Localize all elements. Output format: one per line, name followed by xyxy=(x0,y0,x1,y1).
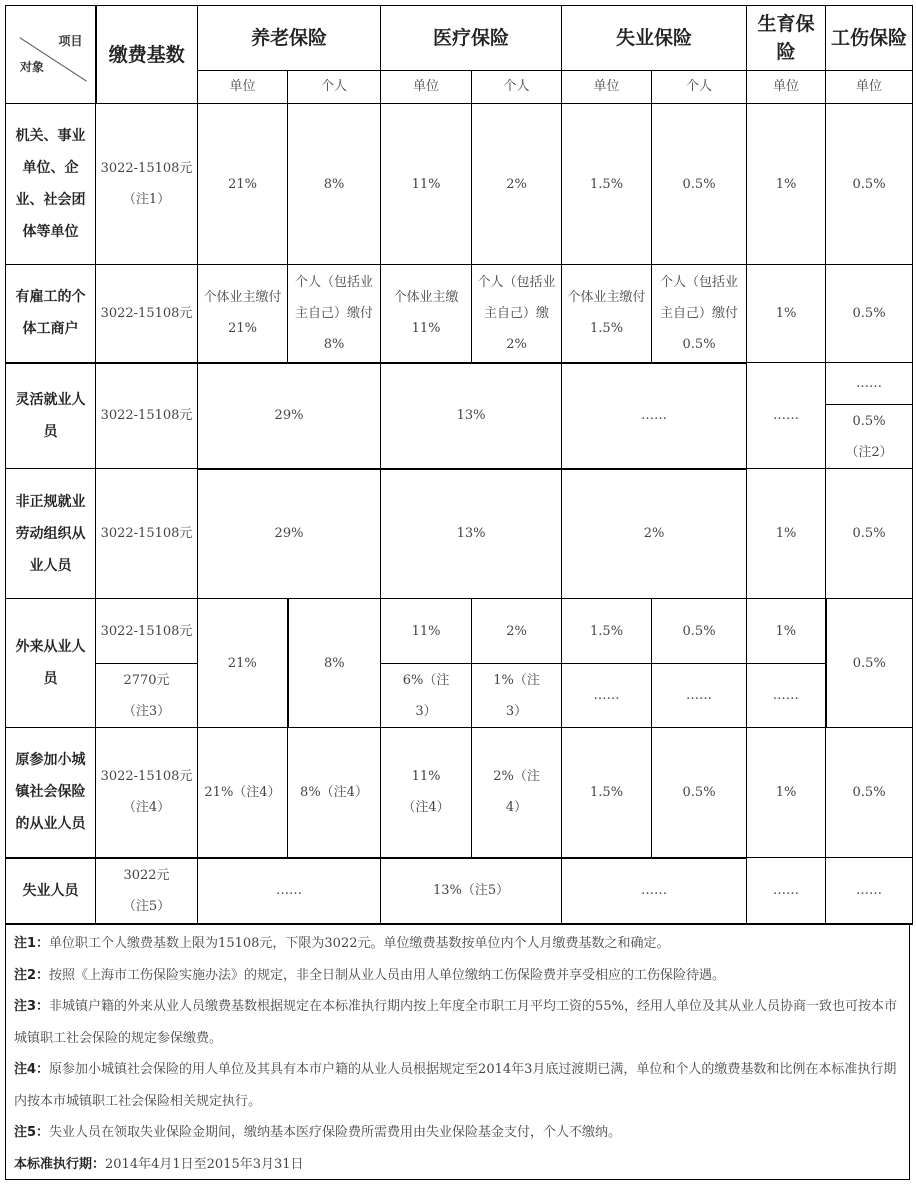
medical-unit: 11% xyxy=(381,104,472,265)
diag-label-object: 对象 xyxy=(20,60,45,74)
note-5 xyxy=(14,1117,901,1149)
table-row xyxy=(6,728,913,858)
unemployment-combined: …… xyxy=(562,858,747,924)
medical-personal: 个人（包括业主自己）缴2% xyxy=(472,265,562,363)
unemployment-personal: 0.5% xyxy=(652,104,747,265)
pension-unit: 21% xyxy=(198,599,288,728)
header-medical: 医疗保险 xyxy=(381,6,562,71)
maternity-unit: 1% xyxy=(747,728,826,858)
maternity-unit: 1% xyxy=(747,104,826,265)
pension-unit: 21% xyxy=(198,104,288,265)
pension-personal: 8% xyxy=(288,104,381,265)
table-row xyxy=(6,265,913,363)
diagonal-line-icon xyxy=(6,6,95,103)
maternity-unit: …… xyxy=(747,858,826,924)
header-diagonal-cell xyxy=(6,6,96,104)
notes-section xyxy=(5,924,910,1180)
subheader-personal: 个人 xyxy=(288,71,381,104)
medical-personal: 2% xyxy=(472,104,562,265)
row-object: 机关、事业单位、企业、社会团体等单位 xyxy=(6,104,96,265)
row-object: 外来从业人员 xyxy=(6,599,96,728)
medical-unit-a: 11% xyxy=(381,599,472,664)
subheader-unit: 单位 xyxy=(747,71,826,104)
header-maternity: 生育保险 xyxy=(747,6,826,71)
row-object: 失业人员 xyxy=(6,858,96,924)
row-base-b: 2770元（注3） xyxy=(96,664,198,728)
unemployment-personal-a: 0.5% xyxy=(652,599,747,664)
row-base: 3022-15108元 xyxy=(96,265,198,363)
subheader-personal: 个人 xyxy=(652,71,747,104)
pension-personal: 8% xyxy=(288,599,381,728)
unemployment-combined: 2% xyxy=(562,469,747,599)
injury-unit-bottom: 0.5%（注2） xyxy=(826,405,913,469)
header-injury: 工伤保险 xyxy=(826,6,913,71)
medical-unit: 个体业主缴11% xyxy=(381,265,472,363)
note-4 xyxy=(14,1054,901,1117)
note-text: 非城镇户籍的外来从业人员缴费基数根据规定在本标准执行期内按上年度全市职工月平均工资的55%，经用人单位及其从业人员协商一致也可按本市城镇职工社会保险的规定参保缴费。 xyxy=(14,999,897,1046)
note-text: 原参加小城镇社会保险的用人单位及其具有本市户籍的从业人员根据规定至2014年3月底过渡期已满，单位和个人的缴费基数和比例在本标准执行期内按本市城镇职工社会保险相关规定执行。 xyxy=(14,1062,897,1109)
pension-unit: 21%（注4） xyxy=(198,728,288,858)
subheader-unit: 单位 xyxy=(562,71,652,104)
effective-period xyxy=(14,1149,901,1181)
unemployment-combined: …… xyxy=(562,363,747,469)
maternity-unit: …… xyxy=(747,363,826,469)
unemployment-unit-b: …… xyxy=(562,664,652,728)
medical-unit-b: 6%（注3） xyxy=(381,664,472,728)
medical-personal-a: 2% xyxy=(472,599,562,664)
note-2 xyxy=(14,960,901,992)
injury-unit: 0.5% xyxy=(826,265,913,363)
pension-combined: …… xyxy=(198,858,381,924)
table-row xyxy=(6,104,913,265)
pension-personal: 8%（注4） xyxy=(288,728,381,858)
table-row xyxy=(6,469,913,599)
pension-unit: 个体业主缴付21% xyxy=(198,265,288,363)
medical-combined: 13%（注5） xyxy=(381,858,562,924)
maternity-unit: 1% xyxy=(747,469,826,599)
note-3 xyxy=(14,991,901,1054)
diag-label-item: 项目 xyxy=(58,34,83,48)
medical-personal: 2%（注4） xyxy=(472,728,562,858)
unemployment-personal: 个人（包括业主自己）缴付0.5% xyxy=(652,265,747,363)
header-unemployment: 失业保险 xyxy=(562,6,747,71)
note-label: 注2： xyxy=(14,967,50,983)
injury-unit: 0.5% xyxy=(826,469,913,599)
header-base: 缴费基数 xyxy=(96,6,198,104)
note-text: 按照《上海市工伤保险实施办法》的规定，非全日制从业人员由用人单位缴纳工伤保险费并享受相应的工伤保险待遇。 xyxy=(49,967,726,983)
unemployment-unit: 1.5% xyxy=(562,728,652,858)
medical-personal-b: 1%（注3） xyxy=(472,664,562,728)
row-base: 3022元（注5） xyxy=(96,858,198,924)
pension-combined: 29% xyxy=(198,469,381,599)
note-text: 2014年4月1日至2015年3月31日 xyxy=(105,1156,304,1172)
pension-personal: 个人（包括业主自己）缴付8% xyxy=(288,265,381,363)
note-1 xyxy=(14,928,901,960)
subheader-personal: 个人 xyxy=(472,71,562,104)
injury-unit: 0.5% xyxy=(826,104,913,265)
social-insurance-table xyxy=(5,5,913,925)
header-pension: 养老保险 xyxy=(198,6,381,71)
medical-unit: 11%（注4） xyxy=(381,728,472,858)
unemployment-personal-b: …… xyxy=(652,664,747,728)
subheader-unit: 单位 xyxy=(198,71,288,104)
note-label: 注5： xyxy=(14,1125,50,1140)
maternity-unit: 1% xyxy=(747,265,826,363)
row-base: 3022-15108元（注4） xyxy=(96,728,198,858)
row-base-a: 3022-15108元 xyxy=(96,599,198,664)
unemployment-unit-a: 1.5% xyxy=(562,599,652,664)
unemployment-unit: 1.5% xyxy=(562,104,652,265)
subheader-unit: 单位 xyxy=(381,71,472,104)
injury-unit: 0.5% xyxy=(826,599,913,728)
note-label: 本标准执行期： xyxy=(14,1156,106,1172)
injury-unit-top: …… xyxy=(826,363,913,405)
medical-combined: 13% xyxy=(381,363,562,469)
row-base: 3022-15108元 xyxy=(96,363,198,469)
note-label: 注4： xyxy=(14,1062,50,1077)
unemployment-unit: 个体业主缴付1.5% xyxy=(562,265,652,363)
note-label: 注3： xyxy=(14,999,50,1014)
table-row xyxy=(6,363,913,405)
row-object: 原参加小城镇社会保险的从业人员 xyxy=(6,728,96,858)
note-text: 单位职工个人缴费基数上限为15108元，下限为3022元。单位缴费基数按单位内个人月缴费基数之和确定。 xyxy=(49,936,670,951)
pension-combined: 29% xyxy=(198,363,381,469)
injury-unit: 0.5% xyxy=(826,728,913,858)
table-row xyxy=(6,599,913,664)
row-object: 灵活就业人员 xyxy=(6,363,96,469)
row-base: 3022-15108元 xyxy=(96,469,198,599)
unemployment-personal: 0.5% xyxy=(652,728,747,858)
maternity-unit-a: 1% xyxy=(747,599,826,664)
subheader-unit: 单位 xyxy=(826,71,913,104)
row-base: 3022-15108元（注1） xyxy=(96,104,198,265)
table-row xyxy=(6,858,913,924)
row-object: 非正规就业劳动组织从业人员 xyxy=(6,469,96,599)
row-object: 有雇工的个体工商户 xyxy=(6,265,96,363)
note-label: 注1： xyxy=(14,936,50,951)
note-text: 失业人员在领取失业保险金期间，缴纳基本医疗保险费所需费用由失业保险基金支付，个人不缴纳。 xyxy=(49,1125,622,1140)
injury-unit: …… xyxy=(826,858,913,924)
maternity-unit-b: …… xyxy=(747,664,826,728)
medical-combined: 13% xyxy=(381,469,562,599)
